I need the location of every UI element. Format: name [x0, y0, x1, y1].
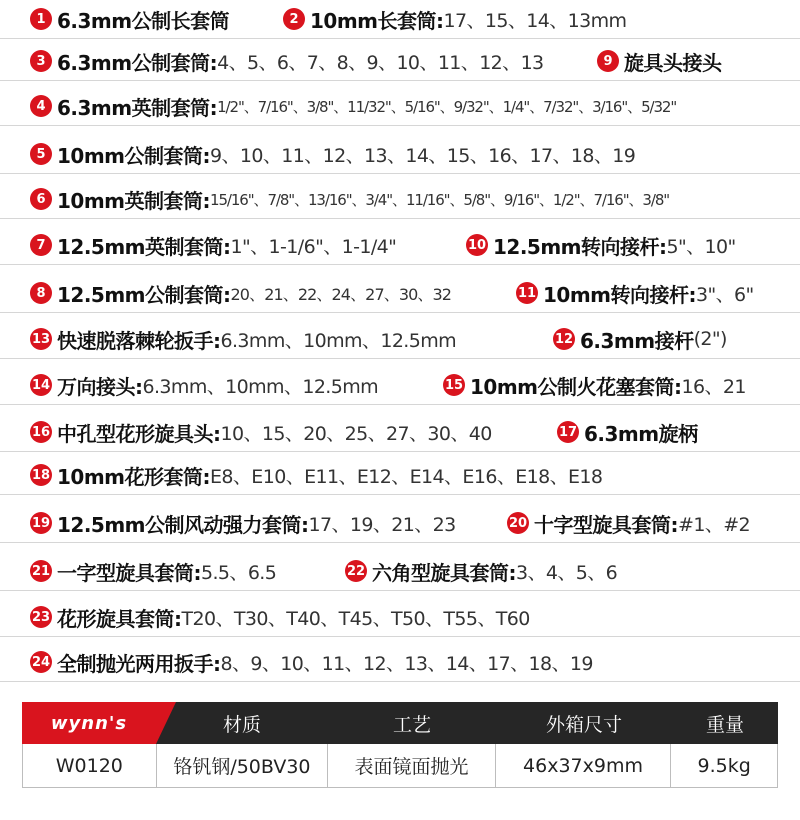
item-number-badge: 15 [443, 374, 465, 396]
spec-table [22, 702, 778, 790]
item-label: 十字型旋具套筒: [534, 512, 678, 537]
item-number-badge: 8 [30, 282, 52, 304]
item-label: 12.5mm转向接杆: [493, 234, 667, 259]
item-value: 16、21 [681, 375, 746, 398]
item-number-badge: 14 [30, 374, 52, 396]
item-value: 1/2"、7/16"、3/8"、11/32"、5/16"、9/32"、1/4"、7/32"、3/16"、5/32" [217, 97, 677, 116]
item-row [0, 320, 800, 359]
item-number-badge: 16 [30, 421, 52, 443]
item-number-badge: 12 [553, 328, 575, 350]
brand-logo-text: wynn's [50, 712, 128, 734]
item-label: 10mm英制套筒: [57, 188, 211, 213]
item-number-badge: 11 [516, 282, 538, 304]
spec-header-process: 工艺 [328, 702, 496, 744]
item-label: 中孔型花形旋具头: [57, 421, 221, 446]
item-value: 3"、6" [696, 283, 754, 306]
item-value: 3、4、5、6 [516, 561, 618, 584]
item-number-badge: 13 [30, 328, 52, 350]
item-label: 六角型旋具套筒: [372, 560, 516, 585]
item [30, 320, 456, 358]
item [30, 366, 378, 404]
spec-value-row [22, 744, 778, 788]
item-row [0, 366, 800, 405]
item-row [0, 135, 800, 174]
item-value: 17、15、14、13mm [443, 9, 627, 32]
item [507, 504, 750, 542]
item-row [0, 180, 800, 219]
item-label: 10mm公制套筒: [57, 143, 211, 168]
item-label: 全制抛光两用扳手: [57, 651, 221, 676]
item-value: #1、#2 [678, 513, 751, 536]
item-number-badge: 7 [30, 234, 52, 256]
spec-model: W0120 [23, 744, 157, 787]
item-row [0, 643, 800, 682]
item-label: 10mm花形套筒: [57, 464, 211, 489]
item [30, 135, 635, 173]
item-number-badge: 9 [597, 50, 619, 72]
item-row [0, 226, 800, 265]
item [30, 226, 396, 264]
item [516, 274, 754, 312]
spec-process: 表面镜面抛光 [328, 744, 496, 787]
item-row [0, 42, 800, 81]
item-row [0, 413, 800, 452]
item-label: 6.3mm公制套筒: [57, 50, 218, 75]
item-value: 6.3mm、10mm、12.5mm [220, 329, 457, 352]
item [557, 413, 698, 451]
spec-header-carton-size: 外箱尺寸 [496, 702, 672, 744]
item-label: 6.3mm公制长套筒 [57, 8, 230, 33]
item-row [0, 0, 800, 39]
item-number-badge: 24 [30, 651, 52, 673]
item-value: T20、T30、T40、T45、T50、T55、T60 [181, 607, 530, 630]
item [443, 366, 746, 404]
item [283, 0, 626, 38]
item [30, 598, 530, 636]
item-label: 6.3mm英制套筒: [57, 95, 218, 120]
spec-material: 铬钒钢/50BV30 [157, 744, 329, 787]
item-label: 6.3mm旋柄 [584, 421, 698, 446]
item-number-badge: 10 [466, 234, 488, 256]
spec-header-row [22, 702, 778, 744]
item-label: 12.5mm英制套筒: [57, 234, 231, 259]
item-value: 5"、10" [666, 235, 736, 258]
item-number-badge: 6 [30, 188, 52, 210]
item [30, 643, 593, 681]
item [30, 87, 676, 125]
item-row [0, 598, 800, 637]
item-number-badge: 5 [30, 143, 52, 165]
item [30, 274, 451, 312]
item-value: 17、19、21、23 [308, 513, 456, 536]
item-label: 6.3mm接杆 [580, 328, 694, 353]
item-value: 20、21、22、24、27、30、32 [230, 284, 452, 304]
item-value: 1"、1-1/6"、1-1/4" [230, 235, 397, 258]
item-label: 旋具头接头 [624, 50, 722, 75]
brand-logo [22, 702, 156, 744]
item-value: 8、9、10、11、12、13、14、17、18、19 [220, 652, 593, 675]
item [553, 320, 727, 358]
item-value: 4、5、6、7、8、9、10、11、12、13 [217, 51, 544, 74]
item [466, 226, 736, 264]
item-row [0, 552, 800, 591]
item-number-badge: 20 [507, 512, 529, 534]
item-label: 一字型旋具套筒: [57, 560, 201, 585]
item-label: 快速脱落棘轮扳手: [57, 328, 221, 353]
spec-header-weight: 重量 [672, 702, 778, 744]
item-number-badge: 21 [30, 560, 52, 582]
item-number-badge: 23 [30, 606, 52, 628]
spec-weight: 9.5kg [697, 754, 751, 777]
item-number-badge: 22 [345, 560, 367, 582]
item-label: 10mm长套筒: [310, 8, 444, 33]
item [30, 0, 229, 38]
item [30, 42, 544, 80]
item-value: 15/16"、7/8"、13/16"、3/4"、11/16"、5/8"、9/16"、1/2"、7/16"、3/8" [210, 190, 670, 209]
item-number-badge: 1 [30, 8, 52, 30]
item-row [0, 274, 800, 313]
item-label: 10mm公制火花塞套筒: [470, 374, 682, 399]
item-value: 5.5、6.5 [201, 561, 277, 584]
item-number-badge: 2 [283, 8, 305, 30]
item-row [0, 456, 800, 495]
item-number-badge: 18 [30, 464, 52, 486]
item-value: (2") [693, 328, 727, 350]
spec-carton-size: 46x37x9mm [496, 744, 672, 787]
item-row [0, 87, 800, 126]
item-number-badge: 19 [30, 512, 52, 534]
item-value: E8、E10、E11、E12、E14、E16、E18、E18 [210, 465, 603, 488]
item-value: 10、15、20、25、27、30、40 [220, 422, 492, 445]
item-value: 6.3mm、10mm、12.5mm [142, 375, 379, 398]
item [30, 504, 456, 542]
item [30, 413, 492, 451]
item-label: 花形旋具套筒: [57, 606, 182, 631]
item-label: 12.5mm公制套筒: [57, 282, 231, 307]
item [345, 552, 617, 590]
spec-header-material: 材质 [156, 702, 328, 744]
item [30, 180, 669, 218]
item [30, 456, 602, 494]
item-row [0, 504, 800, 543]
item-label: 10mm转向接杆: [543, 282, 697, 307]
item-number-badge: 3 [30, 50, 52, 72]
item-number-badge: 17 [557, 421, 579, 443]
item-number-badge: 4 [30, 95, 52, 117]
item-label: 万向接头: [57, 374, 143, 399]
item-value: 9、10、11、12、13、14、15、16、17、18、19 [210, 144, 636, 167]
item [597, 42, 722, 80]
item [30, 552, 276, 590]
item-label: 12.5mm公制风动强力套筒: [57, 512, 309, 537]
